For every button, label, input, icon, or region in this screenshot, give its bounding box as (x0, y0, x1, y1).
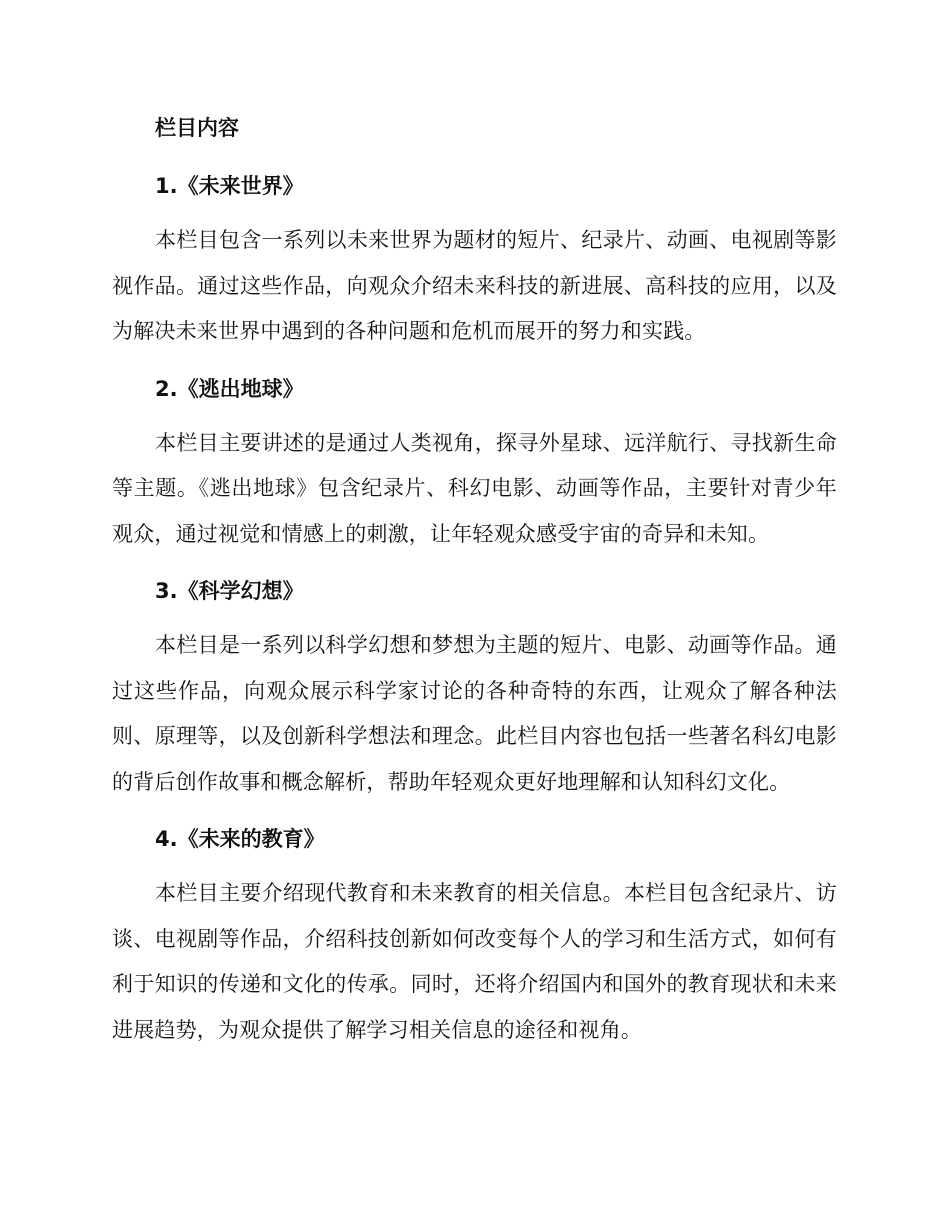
subsection-body-1: 本栏目包含一系列以未来世界为题材的短片、纪录片、动画、电视剧等影视作品。通过这些作品，向观众介绍未来科技的新进展、高科技的应用，以及为解决未来世界中遇到的各种问题和危机而展开的努力和实践。 (112, 228, 837, 343)
subsection-heading-2: 2.《逃出地球》 (155, 376, 304, 401)
subsection-heading-4: 4.《未来的教育》 (155, 827, 325, 851)
subsection-heading-3: 3.《科学幻想》 (155, 579, 304, 603)
document-page (112, 108, 837, 1067)
subsection-heading-1: 1.《未来世界》 (155, 174, 304, 198)
subsection-body-4: 本栏目主要介绍现代教育和未来教育的相关信息。本栏目包含纪录片、访谈、电视剧等作品，介绍科技创新如何改变每个人的学习和生活方式，如何有利于知识的传递和文化的传承。同时，还将介绍国内和国外的教育现状和未来进展趋势，为观众提供了解学习相关信息的途径和视角。 (112, 881, 837, 1042)
subsection-body-3: 本栏目是一系列以科学幻想和梦想为主题的短片、电影、动画等作品。通过这些作品，向观众展示科学家讨论的各种奇特的东西，让观众了解各种法则、原理等，以及创新科学想法和理念。此栏目内容也包括一些著名科幻电影的背后创作故事和概念解析，帮助年轻观众更好地理解和认知科幻文化。 (112, 633, 837, 794)
section-title: 栏目内容 (155, 116, 239, 140)
subsection-body-2: 本栏目主要讲述的是通过人类视角，探寻外星球、远洋航行、寻找新生命等主题。《逃出地球》包含纪录片、科幻电影、动画等作品，主要针对青少年观众，通过视觉和情感上的刺激，让年轻观众感受宇宙的奇异和未知。 (112, 430, 837, 546)
